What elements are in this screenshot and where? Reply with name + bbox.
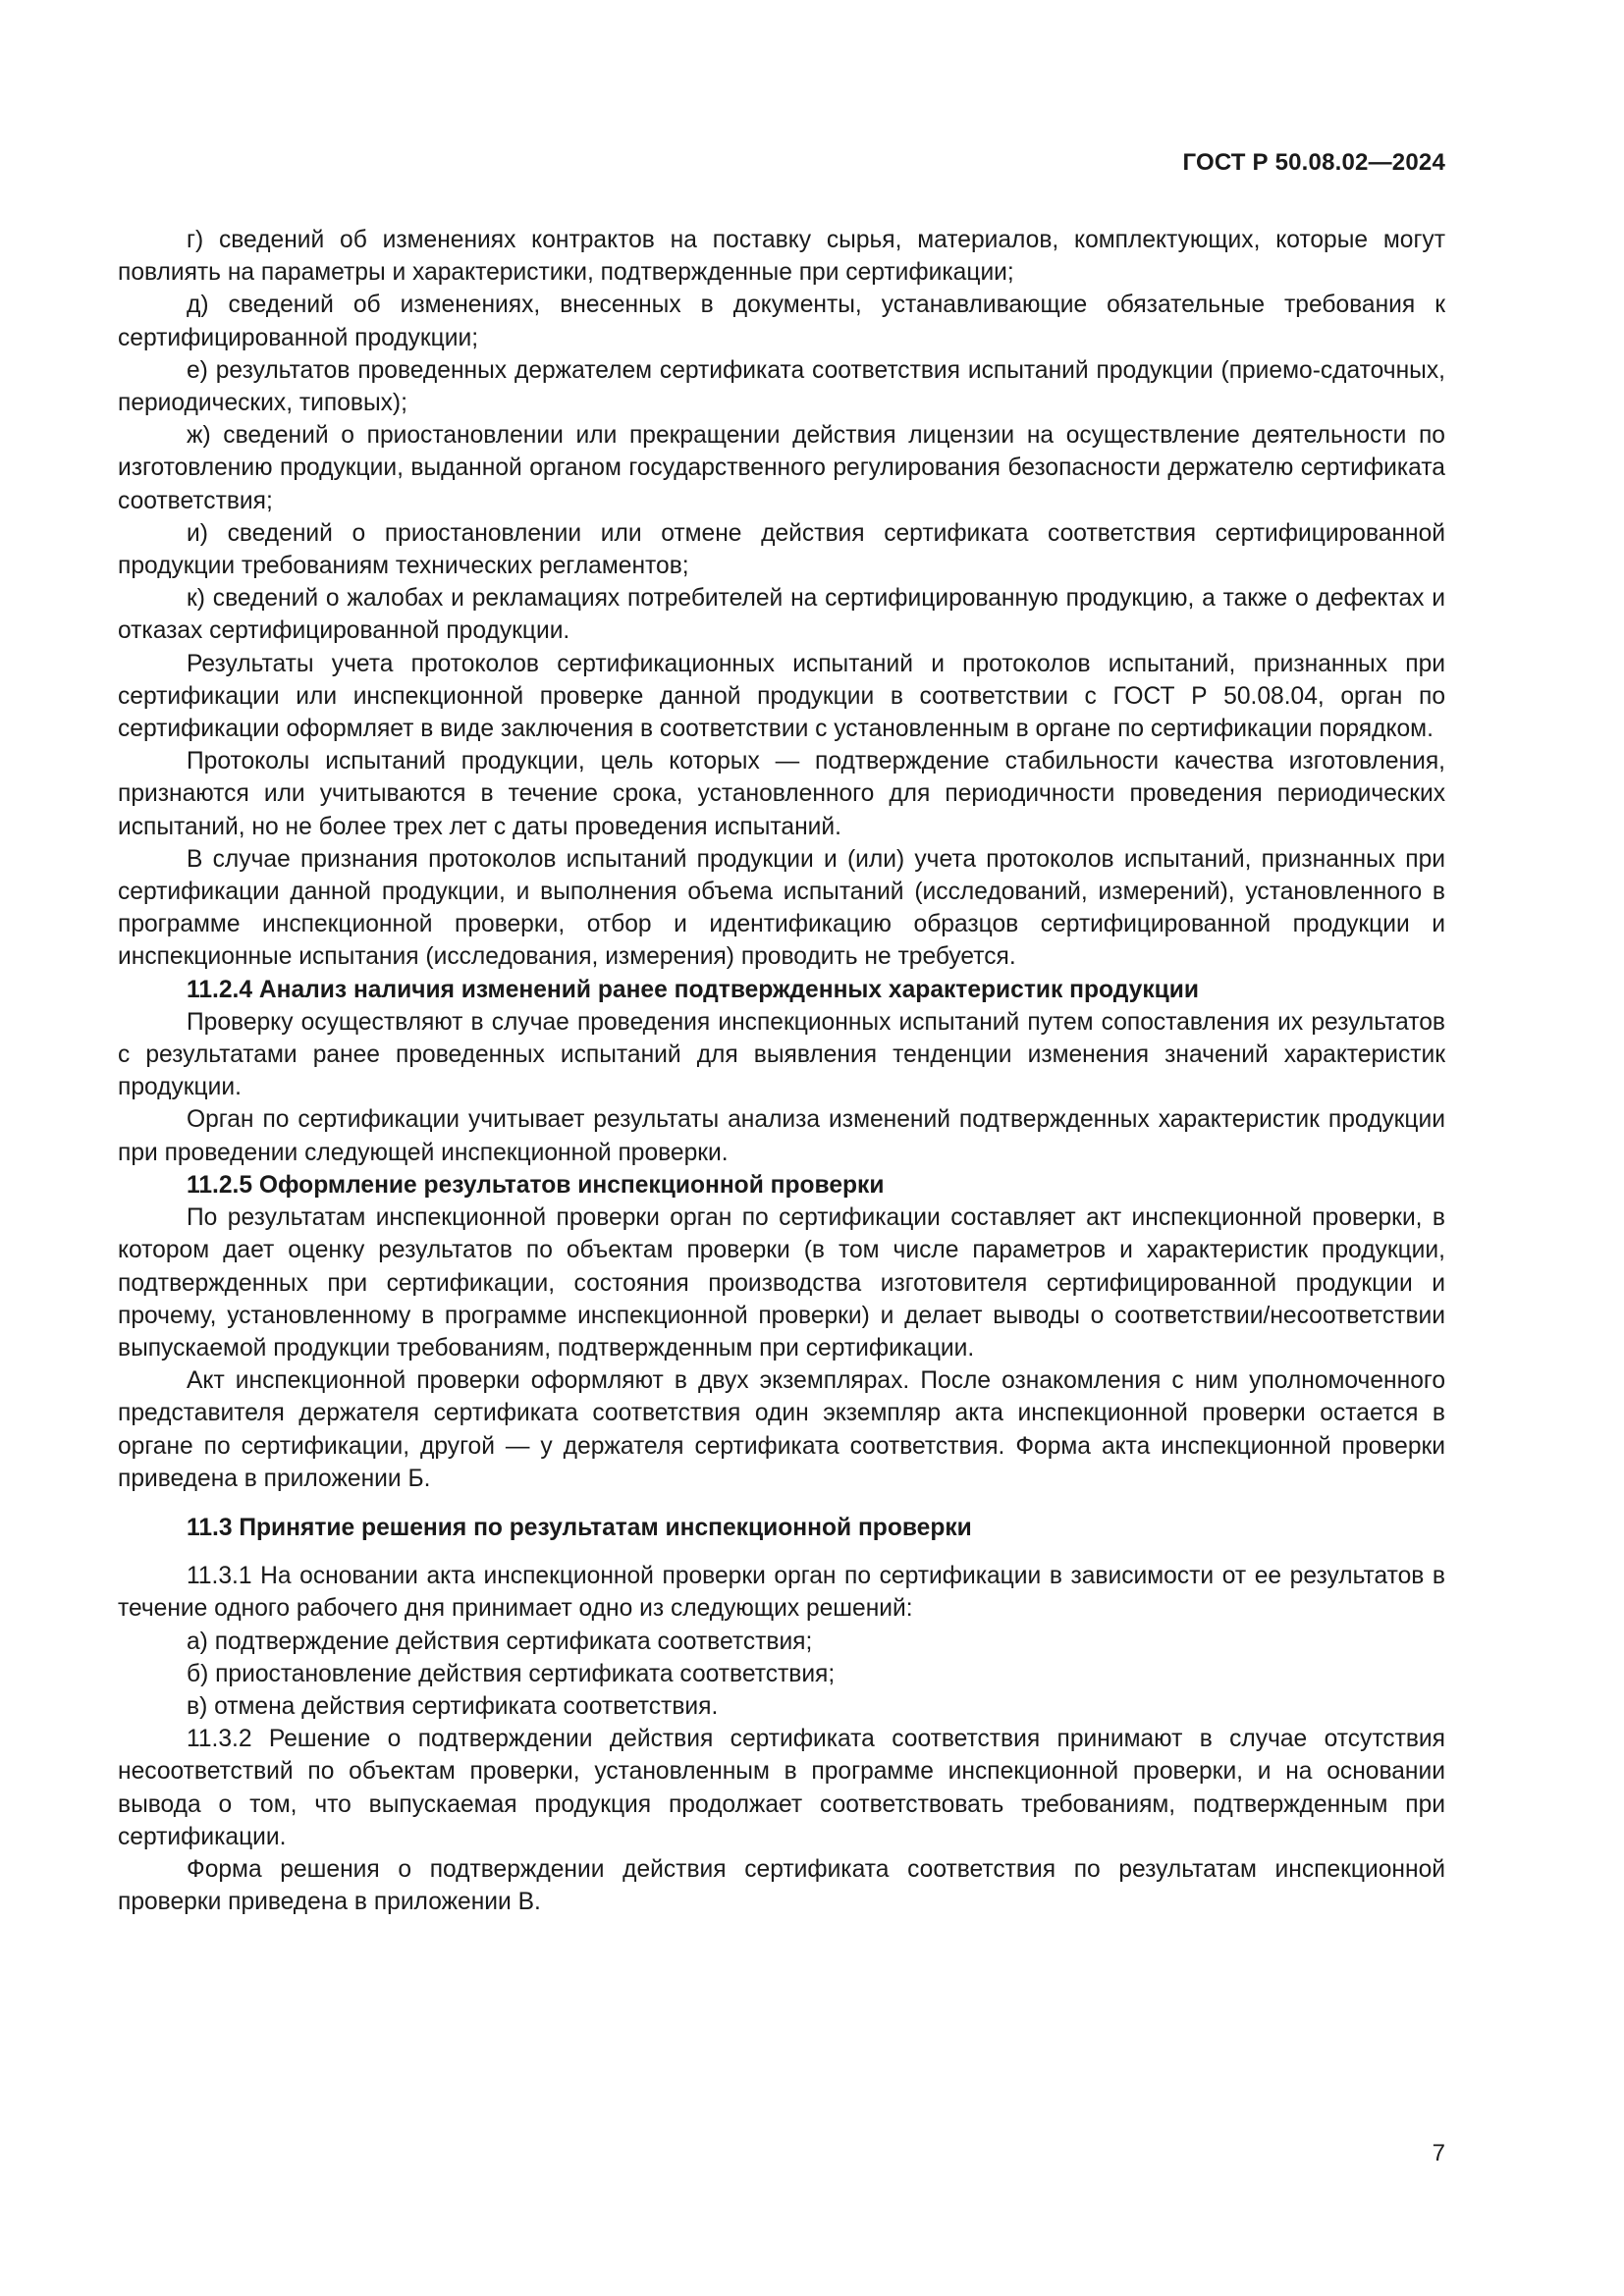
page-number: 7 xyxy=(1432,2140,1445,2166)
paragraph: Орган по сертификации учитывает результаты анализа изменений подтвержденных характеристик продукции при проведении следующей инспекционной проверки. xyxy=(118,1106,1445,1166)
paragraph: д) сведений об изменениях, внесенных в документы, устанавливающие обязательные требования к сертифицированной продукции; xyxy=(118,292,1445,351)
document-designation: ГОСТ Р 50.08.02—2024 xyxy=(1182,149,1445,176)
paragraph: Форма решения о подтверждении действия сертификата соответствия по результатам инспекционной проверки приведена в приложении В. xyxy=(118,1855,1445,1916)
section-heading: 11.3 Принятие решения по результатам инспекционной проверки xyxy=(187,1514,972,1541)
paragraph: в) отмена действия сертификата соответствия. xyxy=(187,1692,719,1720)
paragraph: и) сведений о приостановлении или отмене действия сертификата соответствия сертифицированной продукции требованиям технических регламентов; xyxy=(118,519,1445,580)
paragraph: Протоколы испытаний продукции, цель которых — подтверждение стабильности качества изготовления, признаются или учитываются в течение срока, установленного для периодичности проведения периодических испытаний, но не более трех лет с даты проведения испытаний. xyxy=(118,748,1445,840)
section-heading: 11.2.4 Анализ наличия изменений ранее подтвержденных характеристик продукции xyxy=(187,976,1199,1003)
paragraph: к) сведений о жалобах и рекламациях потребителей на сертифицированную продукцию, а также о дефектах и отказах сертифицированной продукции. xyxy=(118,585,1445,645)
paragraph: ж) сведений о приостановлении или прекращении действия лицензии на осуществление деятельности по изготовлению продукции, выданной органом государственного регулирования безопасности держателю сертификата соответствия; xyxy=(118,422,1445,514)
paragraph: г) сведений об изменениях контрактов на поставку сырья, материалов, комплектующих, которые могут повлиять на параметры и характеристики, подтвержденные при сертификации; xyxy=(118,227,1445,287)
section-heading: 11.2.5 Оформление результатов инспекционной проверки xyxy=(187,1171,885,1199)
paragraph: 11.3.2 Решение о подтверждении действия сертификата соответствия принимают в случае отсутствия несоответствий по объектам проверки, установленным в программе инспекционной проверки, и на основании вывода о том, что выпускаемая продукция продолжает соответствовать требованиям, подтвержденным при сертификации. xyxy=(118,1726,1445,1850)
paragraph: Результаты учета протоколов сертификационных испытаний и протоколов испытаний, признанных при сертификации или инспекционной проверке данной продукции в соответствии с ГОСТ Р 50.08.04, орган по сертификации оформляет в виде заключения в соответствии с установленным в органе по сертификации порядком. xyxy=(118,650,1445,743)
paragraph: е) результатов проведенных держателем сертификата соответствия испытаний продукции (приемо-сдаточных, периодических, типовых); xyxy=(118,356,1445,417)
paragraph: а) подтверждение действия сертификата соответствия; xyxy=(187,1628,813,1655)
paragraph: Проверку осуществляют в случае проведения инспекционных испытаний путем сопоставления их результатов с результатами ранее проведенных испытаний для выявления тенденции изменения значений характеристик продукции. xyxy=(118,1008,1445,1101)
paragraph: 11.3.1 На основании акта инспекционной проверки орган по сертификации в зависимости от ее результатов в течение одного рабочего дня принимает одно из следующих решений: xyxy=(118,1563,1445,1623)
paragraph: б) приостановление действия сертификата соответствия; xyxy=(187,1660,836,1687)
document-body xyxy=(118,224,1445,1918)
paragraph: В случае признания протоколов испытаний продукции и (или) учета протоколов испытаний, признанных при сертификации данной продукции, и выполнения объема испытаний (исследований, измерений), установленного в программе инспекционной проверки, отбор и идентификацию образцов сертифицированной продукции и инспекционные испытания (исследования, измерения) проводить не требуется. xyxy=(118,845,1445,971)
paragraph: Акт инспекционной проверки оформляют в двух экземплярах. После ознакомления с ним уполномоченного представителя держателя сертификата соответствия один экземпляр акта инспекционной проверки остается в органе по сертификации, другой — у держателя сертификата соответствия. Форма акта инспекционной проверки приведена в приложении Б. xyxy=(118,1367,1445,1492)
paragraph: По результатам инспекционной проверки орган по сертификации составляет акт инспекционной проверки, в котором дает оценку результатов по объектам проверки (в том числе параметров и характеристик продукции, подтвержденных при сертификации, состояния производства изготовителя сертифицированной продукции и прочему, установленному в программе инспекционной проверки) и делает выводы о соответствии/несоответствии выпускаемой продукции требованиям, подтвержденным при сертификации. xyxy=(118,1204,1445,1362)
